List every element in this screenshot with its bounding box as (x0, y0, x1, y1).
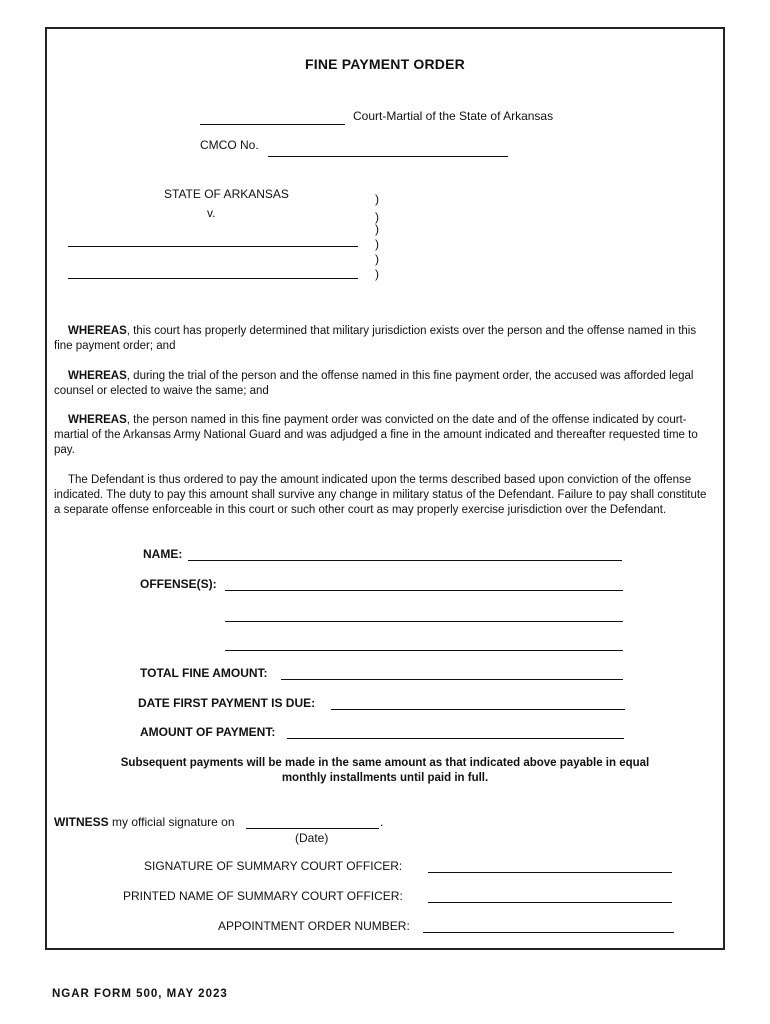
whereas-lead: WHEREAS (68, 414, 127, 426)
versus-label: v. (207, 206, 216, 220)
subsequent-payments-note: Subsequent payments will be made in the same amount as that indicated above payable in equal monthly installments until paid in full. (120, 757, 650, 784)
total-fine-label: TOTAL FINE AMOUNT: (140, 666, 268, 680)
amount-of-payment-blank[interactable] (287, 738, 624, 739)
caption-paren: ) (375, 267, 379, 281)
whereas-paragraph-2 (54, 369, 716, 399)
witness-period: . (380, 815, 384, 829)
amount-of-payment-label: AMOUNT OF PAYMENT: (140, 725, 276, 739)
date-caption: (Date) (295, 831, 329, 845)
appointment-order-blank[interactable] (423, 932, 674, 933)
printed-name-blank[interactable] (428, 902, 672, 903)
plaintiff-name: STATE OF ARKANSAS (164, 187, 289, 201)
signature-label: SIGNATURE OF SUMMARY COURT OFFICER: (144, 859, 403, 873)
whereas-paragraph-3 (54, 413, 716, 458)
order-paragraph: The Defendant is thus ordered to pay the amount indicated upon the terms described based upon conviction of the offense indicated. The duty to pay this amount shall survive any change in military status of the Defendant. Failure to pay shall constitute a separate offense enforceable in this court or such other court as may properly exercise jurisdiction over the Defendant. (54, 474, 707, 516)
date-first-payment-blank[interactable] (331, 709, 625, 710)
court-martial-label: Court-Martial of the State of Arkansas (353, 109, 554, 123)
whereas-lead: WHEREAS (68, 325, 127, 337)
offenses-blank-3[interactable] (225, 650, 623, 651)
caption-paren: ) (375, 237, 379, 251)
name-label: NAME: (143, 547, 183, 561)
cmco-number-blank[interactable] (268, 156, 508, 157)
whereas-text: , this court has properly determined that military jurisdiction exists over the person and the offense named in this fine payment order; and (54, 325, 697, 352)
witness-lead: WITNESS (54, 815, 109, 829)
appointment-order-label: APPOINTMENT ORDER NUMBER: (218, 919, 410, 933)
whereas-text: , the person named in this fine payment order was convicted on the date and of the offense indicated by court-martial of the Arkansas Army National Guard and was adjudged a fine in the amount indicated and thereafter requested time to pay. (54, 414, 698, 456)
name-blank[interactable] (188, 560, 622, 561)
court-number-blank[interactable] (200, 124, 345, 125)
witness-text: my official signature on (108, 815, 235, 829)
total-fine-blank[interactable] (281, 679, 623, 680)
caption-paren: ) (375, 192, 379, 206)
whereas-paragraph-1 (54, 324, 716, 354)
offenses-blank-1[interactable] (225, 590, 623, 591)
date-first-payment-label: DATE FIRST PAYMENT IS DUE: (138, 696, 316, 710)
cmco-label: CMCO No. (200, 138, 259, 152)
offenses-blank-2[interactable] (225, 621, 623, 622)
caption-paren: ) (375, 252, 379, 266)
form-footer: NGAR FORM 500, MAY 2023 (52, 988, 228, 1000)
caption-paren: ) (375, 222, 379, 236)
signature-blank[interactable] (428, 872, 672, 873)
defendant-line-1[interactable] (68, 246, 358, 247)
caption-paren: ) (375, 210, 379, 224)
witness-line (54, 815, 235, 829)
form-title: FINE PAYMENT ORDER (305, 56, 465, 72)
offenses-label: OFFENSE(S): (140, 577, 217, 591)
printed-name-label: PRINTED NAME OF SUMMARY COURT OFFICER: (123, 889, 403, 903)
whereas-text: , during the trial of the person and the offense named in this fine payment order, the accused was afforded legal counsel or elected to waive the same; and (54, 370, 694, 397)
whereas-lead: WHEREAS (68, 370, 127, 382)
defendant-line-2[interactable] (68, 278, 358, 279)
witness-date-blank[interactable] (246, 828, 379, 829)
